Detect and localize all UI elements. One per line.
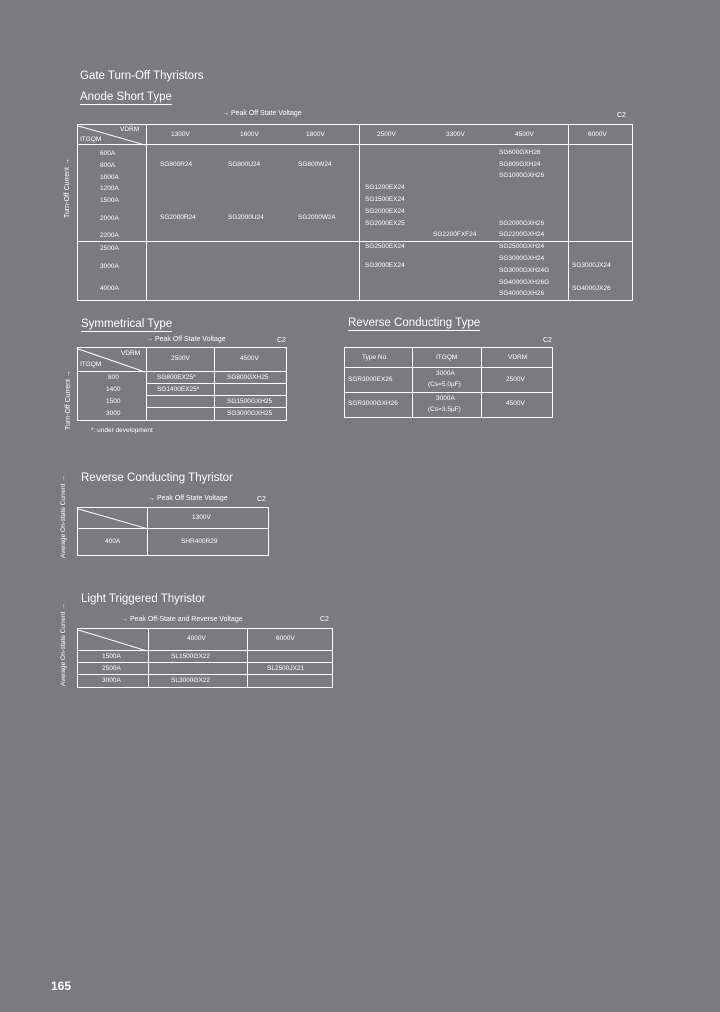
rct-cs: (Cs=5.0µF) [428, 381, 461, 388]
sym-part: SG3000GXH25 [227, 410, 273, 417]
gto-part: SG800U24 [228, 161, 261, 168]
ltt-row-line [77, 674, 332, 675]
rcthy-table [77, 507, 269, 556]
sym-part: SG800GXH25 [227, 374, 269, 381]
gto-voltage-header: 1600V [240, 131, 259, 138]
ltt-voltage-note: → Peak Off-State and Reverse Voltage [121, 616, 243, 623]
ltt-part: SL3000GX22 [171, 677, 211, 684]
sym-voltage-header: 2500V [171, 355, 190, 362]
sym-current-label: 1400 [106, 386, 121, 393]
sym-current-label: 1500 [106, 398, 121, 405]
gto-current-label: 1200A [100, 185, 119, 192]
ltt-title: Light Triggered Thyristor [81, 593, 206, 605]
ltt-code: C2 [320, 616, 329, 623]
ltt-part: SL2500JX21 [267, 665, 305, 672]
gto-part: SG3000JX24 [572, 262, 611, 269]
sym-subtitle: Symmetrical Type [81, 318, 173, 330]
sym-row-line [146, 383, 286, 384]
rct-header: Type No. [362, 354, 389, 361]
ltt-side-label: Average On-state Current → [60, 603, 67, 686]
rct-col-line [412, 347, 413, 417]
gto-part: SG1500EX24 [365, 196, 405, 203]
ltt-col-line [148, 628, 149, 687]
sym-side-label: Turn-Off Current → [65, 370, 72, 430]
ltt-current: 2500A [102, 665, 121, 672]
rct-current: 3000A [436, 395, 455, 402]
rct-subtitle: Reverse Conducting Type [348, 317, 481, 329]
gto-current-label: 2000A [100, 215, 119, 222]
sym-footnote: *: under development [91, 427, 153, 434]
gto-voltage-header: 1800V [306, 131, 325, 138]
ltt-row-line [77, 662, 332, 663]
gto-corner-bottom: ITGQM [80, 136, 102, 143]
rct-code: C2 [543, 337, 552, 344]
gto-current-label: 4000A [100, 285, 119, 292]
gto-part: SG800W24 [298, 161, 332, 168]
rct-voltage: 2500V [506, 376, 525, 383]
rct-type: SGR3000EX26 [348, 376, 393, 383]
gto-current-label: 800A [100, 162, 116, 169]
rct-row-line [344, 392, 552, 393]
rcthy-header-line [77, 528, 268, 529]
gto-part: SG2500EX24 [365, 243, 405, 250]
rcthy-part: SHR400R29 [181, 538, 218, 545]
sym-corner-top: VDRM [121, 350, 141, 357]
rct-voltage: 4500V [506, 400, 525, 407]
gto-part: SG2000U24 [228, 214, 264, 221]
gto-voltage-header: 6000V [588, 131, 607, 138]
gto-corner-top: VDRM [120, 126, 140, 133]
sym-row-line [146, 407, 286, 408]
gto-part: SG2000EX25 [365, 220, 405, 227]
gto-part: SG2500GXH24 [499, 243, 545, 250]
sym-header-line [77, 371, 286, 372]
ltt-voltage-header: 4000V [187, 635, 206, 642]
gto-part: SG2000R24 [160, 214, 196, 221]
ltt-current: 1500A [102, 653, 121, 660]
gto-part: SG600GXH26 [499, 149, 541, 156]
rcthy-title: Reverse Conducting Thyristor [81, 472, 233, 484]
ltt-header-line [77, 650, 332, 651]
gto-current-label: 600A [100, 150, 116, 157]
rct-header: ITGQM [436, 354, 458, 361]
gto-row-divider [77, 241, 632, 242]
gto-voltage-header: 1300V [171, 131, 190, 138]
sym-part: SG800EX25* [157, 374, 196, 381]
gto-col-line [359, 124, 360, 300]
rcthy-voltage-header: 1300V [192, 514, 211, 521]
sym-voltage-header: 4500V [240, 355, 259, 362]
gto-current-label: 1000A [100, 174, 119, 181]
rcthy-voltage-note: → Peak Off State Voltage [148, 495, 228, 502]
ltt-voltage-header: 6000V [276, 635, 295, 642]
gto-current-label: 2200A [100, 232, 119, 239]
ltt-part: SL1500GX22 [171, 653, 211, 660]
rct-col-line [481, 347, 482, 417]
ltt-col-line [247, 628, 248, 687]
sym-current-label: 3000 [106, 410, 121, 417]
gto-part: SG2000GXH26 [499, 220, 545, 227]
sym-part: SG1500GXH25 [227, 398, 273, 405]
rcthy-code: C2 [257, 496, 266, 503]
rcthy-current: 400A [105, 538, 121, 545]
rcthy-side-label: Average On-state Current → [60, 475, 67, 558]
sym-current-label: 800 [108, 374, 119, 381]
sym-row-line [146, 395, 286, 396]
gto-header-line [77, 144, 632, 145]
gto-part: SG4000JX26 [572, 285, 611, 292]
gto-part: SG2200GXH24 [499, 231, 545, 238]
gto-part: SG800R24 [160, 161, 193, 168]
gto-voltage-header: 2500V [377, 131, 396, 138]
gto-voltage-header: 4500V [515, 131, 534, 138]
gto-part: SG3000GXH24G [499, 267, 550, 274]
rcthy-col-line [147, 507, 148, 555]
gto-part: SG2000W24 [298, 214, 336, 221]
gto-voltage-note: → Peak Off State Voltage [222, 110, 302, 117]
gto-col-line [146, 124, 147, 300]
gto-part: SG3000EX24 [365, 262, 405, 269]
gto-side-label: Turn-Off Current → [64, 158, 71, 218]
gto-part: SG2200FXF24 [433, 231, 477, 238]
rct-current: 3000A [436, 370, 455, 377]
rct-header-line [344, 367, 552, 368]
sym-voltage-note: → Peak Off State Voltage [146, 336, 226, 343]
page-number: 165 [51, 979, 72, 993]
gto-part: SG4000GXH26G [499, 279, 550, 286]
gto-part: SG2000EX24 [365, 208, 405, 215]
rct-cs: (Cs=3.5µF) [428, 406, 461, 413]
gto-current-label: 3000A [100, 263, 119, 270]
sym-part: SG1400EX25* [157, 386, 200, 393]
gto-subtitle: Anode Short Type [80, 91, 172, 103]
rct-header: VDRM [508, 354, 528, 361]
gto-title: Gate Turn-Off Thyristors [80, 70, 204, 82]
ltt-current: 3000A [102, 677, 121, 684]
rct-type: SGR3000GXH26 [348, 400, 398, 407]
gto-code: C2 [617, 112, 626, 119]
sym-code: C2 [277, 337, 286, 344]
gto-part: SG1000GXH26 [499, 172, 545, 179]
gto-table [77, 124, 633, 301]
sym-corner-bottom: ITGQM [80, 361, 102, 368]
gto-part: SG3000GXH24 [499, 255, 545, 262]
gto-part: SG4000GXH26 [499, 290, 545, 297]
gto-current-label: 2500A [100, 245, 119, 252]
gto-col-line [568, 124, 569, 300]
gto-current-label: 1500A [100, 197, 119, 204]
gto-voltage-header: 3300V [446, 131, 465, 138]
gto-part: SG800GXH24 [499, 161, 541, 168]
gto-part: SG1200EX24 [365, 184, 405, 191]
